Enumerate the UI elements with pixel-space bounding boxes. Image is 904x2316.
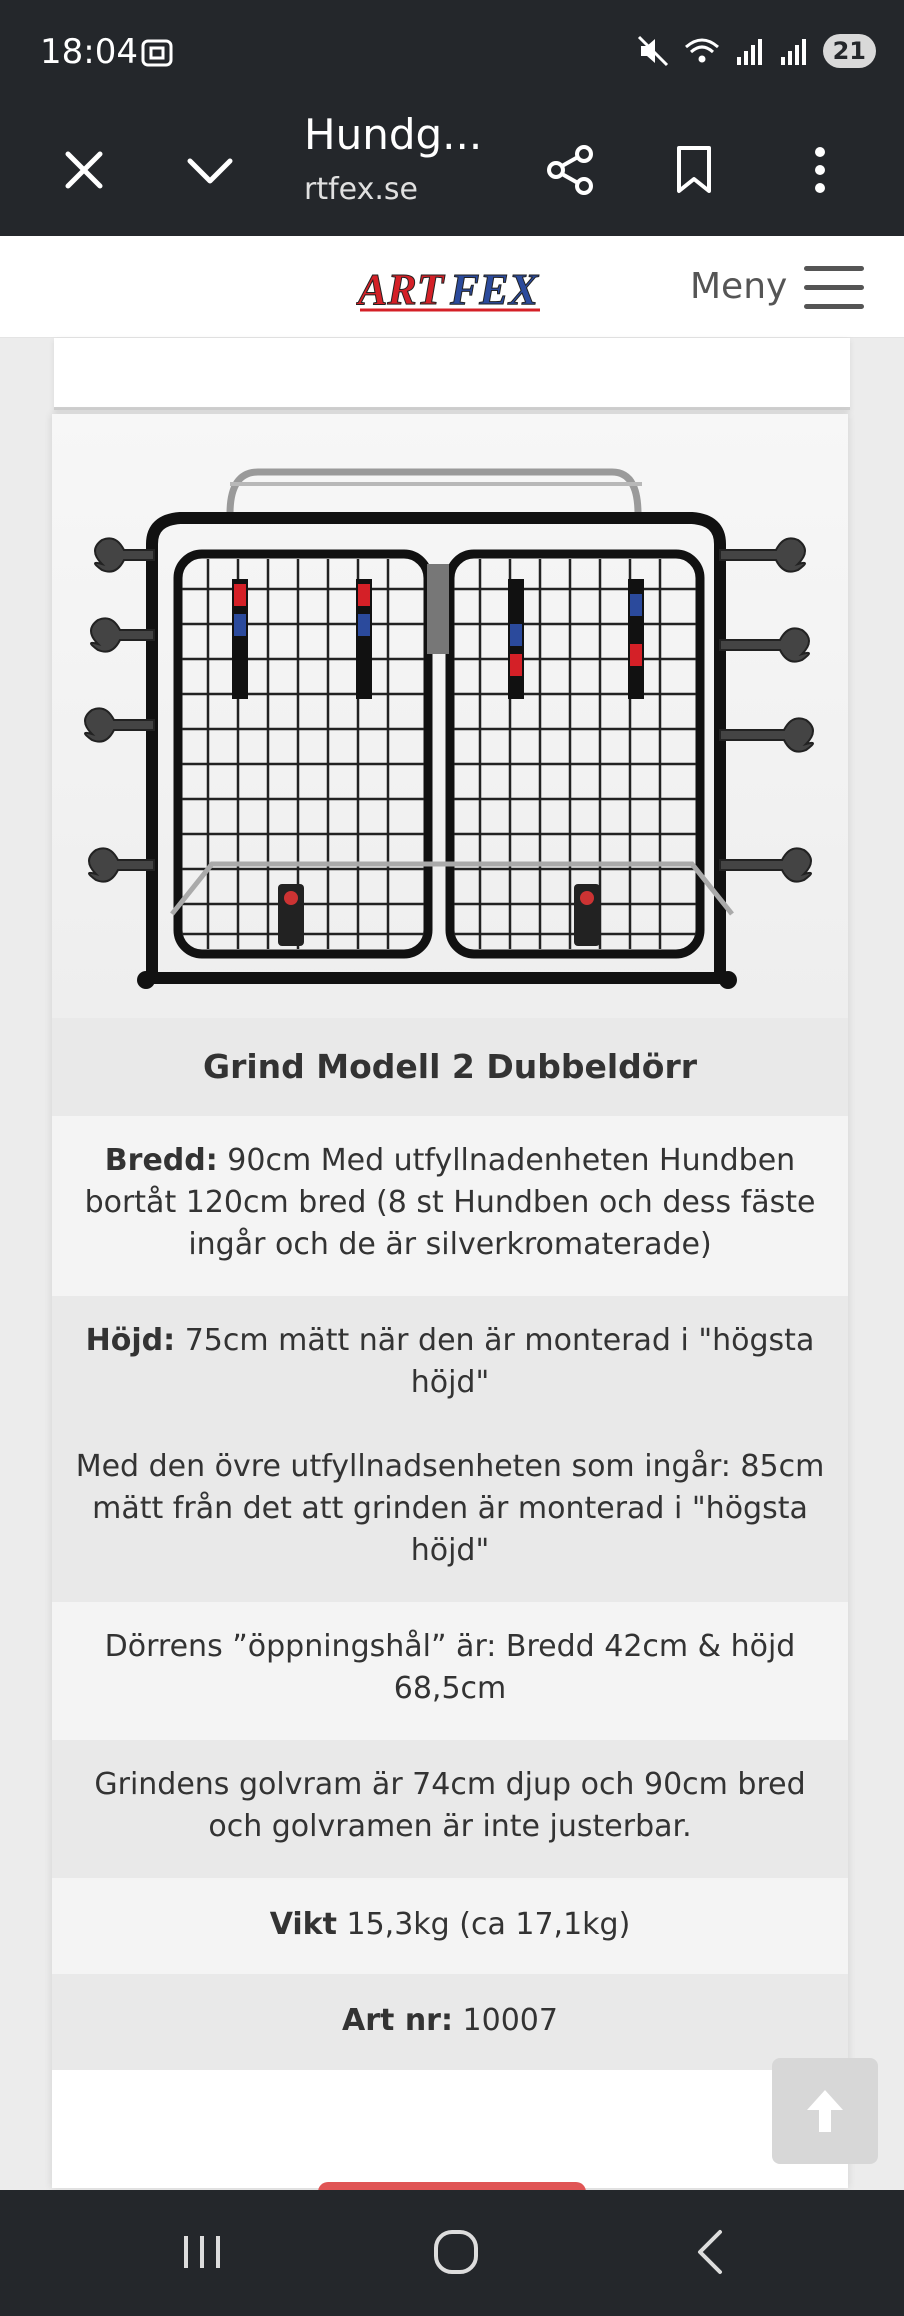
site-header — [0, 236, 904, 338]
dog-gate-image — [52, 414, 848, 1018]
share-button[interactable] — [534, 134, 606, 206]
home-button[interactable] — [416, 2220, 496, 2284]
spec-article-number — [52, 1974, 848, 2070]
screenshot-icon — [140, 36, 174, 70]
spec-door-opening: Dörrens ”öppningshål” är: Bredd 42cm & höjd 68,5cm — [52, 1602, 848, 1740]
signal-icon-1 — [735, 35, 765, 67]
spec-height-value: 75cm mätt när den är monterad i "högsta höjd" — [175, 1323, 815, 1400]
spec-weight-label: Vikt — [269, 1907, 337, 1942]
recent-apps-button[interactable] — [162, 2220, 242, 2284]
share-icon — [544, 144, 596, 196]
more-vertical-icon — [814, 146, 826, 194]
home-icon — [432, 2228, 480, 2276]
spec-artnr-label: Art nr: — [342, 2003, 453, 2038]
back-icon — [694, 2228, 726, 2276]
spec-height-label: Höjd: — [85, 1323, 176, 1358]
battery-badge: 21 — [823, 34, 876, 68]
svg-text:FEX: FEX — [450, 265, 539, 314]
scroll-to-top-button[interactable] — [772, 2058, 878, 2164]
chevron-down-icon — [186, 155, 234, 185]
more-options-button[interactable] — [784, 134, 856, 206]
spec-weight-value: 15,3kg (ca 17,1kg) — [336, 1907, 631, 1942]
spec-weight — [52, 1878, 848, 1974]
page-url[interactable]: rtfex.se — [304, 172, 418, 207]
status-icons — [637, 34, 876, 68]
spec-width-value: 90cm Med utfyllnadenheten Hundben bortåt 120cm bred (8 st Hundben och dess fäste ingår och de är silverkromaterade) — [84, 1143, 816, 1262]
tab-title: Hundg... — [304, 110, 483, 159]
spec-height-extra: Med den övre utfyllnadsenheten som ingår: 85cm mätt från det att grinden är monterad i "högsta höjd" — [75, 1449, 825, 1568]
close-icon — [64, 150, 104, 190]
bookmark-icon — [674, 145, 714, 195]
bookmark-button[interactable] — [658, 134, 730, 206]
spec-floor-frame: Grindens golvram är 74cm djup och 90cm bred och golvramen är inte justerbar. — [52, 1740, 848, 1878]
status-bar — [0, 0, 904, 104]
spec-artnr-value: 10007 — [452, 2003, 558, 2038]
recent-apps-icon — [180, 2232, 224, 2272]
svg-text:ART: ART — [358, 265, 444, 314]
android-nav-bar — [0, 2190, 904, 2316]
spec-height — [52, 1296, 848, 1602]
spec-width — [52, 1116, 848, 1296]
spec-width-label: Bredd: — [104, 1143, 218, 1178]
status-time: 18:04 — [40, 32, 138, 72]
collapse-button[interactable] — [174, 134, 246, 206]
menu-label[interactable]: Meny — [690, 266, 788, 307]
signal-icon-2 — [779, 35, 809, 67]
previous-card — [54, 338, 850, 410]
close-tab-button[interactable] — [48, 134, 120, 206]
hamburger-menu-icon[interactable] — [804, 266, 864, 310]
arrow-up-icon — [805, 2088, 845, 2134]
product-title: Grind Modell 2 Dubbeldörr — [52, 1018, 848, 1116]
back-button[interactable] — [670, 2220, 750, 2284]
wifi-icon — [683, 35, 721, 67]
product-image — [52, 414, 848, 1018]
product-card — [52, 414, 848, 2188]
mute-icon — [637, 35, 669, 67]
artfex-logo[interactable] — [356, 260, 546, 316]
